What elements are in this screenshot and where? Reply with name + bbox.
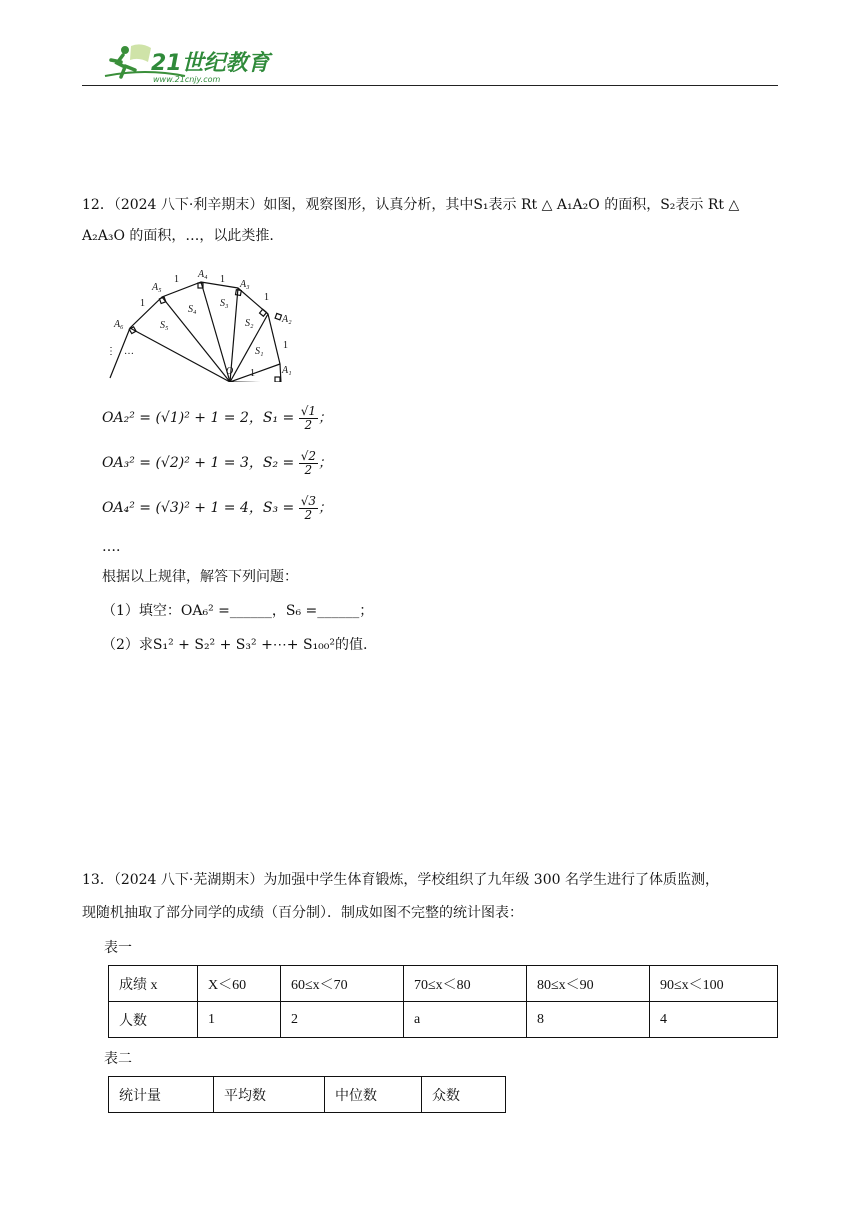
q13-line2: 现随机抽取了部分同学的成绩（百分制）．制成如图不完整的统计图表： [82, 905, 523, 921]
svg-text:A₄: A₄ [198, 269, 208, 280]
table-cell: 众数 [422, 1077, 506, 1113]
svg-text:A₂: A₂ [282, 314, 292, 325]
svg-text:S₅: S₅ [160, 320, 169, 331]
svg-text:1: 1 [174, 274, 179, 285]
table-cell: 80≤x＜90 [527, 966, 650, 1002]
square-root-spiral-figure [100, 262, 300, 382]
svg-text:S₁: S₁ [255, 346, 264, 357]
q12-ellipsis: …. [102, 539, 121, 555]
site-logo [103, 40, 283, 86]
svg-text:⋮: ⋮ [106, 346, 116, 357]
svg-text:S₄: S₄ [188, 304, 197, 315]
table-row [109, 1077, 506, 1113]
q12-equation-1: OA₂² = (√1)² + 1 = 2，S₁ = $\frac{√1}{2}$ ； [102, 403, 333, 432]
statistics-table [108, 1076, 506, 1113]
svg-text:1: 1 [250, 368, 255, 379]
svg-text:1: 1 [264, 292, 269, 303]
q12-part2: （2）求S₁² + S₂² + S₃² +⋯+ S₁₀₀²的值. [102, 637, 368, 653]
table-cell: 8 [527, 1002, 650, 1038]
table-row [109, 1002, 778, 1038]
header-divider [82, 85, 778, 86]
table-cell: X＜60 [198, 966, 281, 1002]
table-cell: 4 [650, 1002, 778, 1038]
table-cell: 90≤x＜100 [650, 966, 778, 1002]
q12-part1: （1）填空：OA₆² =______，S₆ =______； [102, 603, 374, 619]
table-cell: 统计量 [109, 1077, 214, 1113]
svg-text:A₁: A₁ [282, 365, 292, 376]
table-cell: 1 [198, 1002, 281, 1038]
svg-text:S₂: S₂ [245, 318, 254, 329]
svg-text:A₃: A₃ [240, 279, 250, 290]
svg-text:S₃: S₃ [220, 298, 229, 309]
table-cell: 60≤x＜70 [281, 966, 404, 1002]
svg-text:O: O [226, 366, 234, 377]
table2-caption: 表二 [104, 1051, 132, 1067]
table-cell: 成绩 x [109, 966, 198, 1002]
svg-text:21世纪教育: 21世纪教育 [151, 51, 270, 76]
table1-caption: 表一 [104, 940, 132, 956]
table-cell: 平均数 [214, 1077, 325, 1113]
q12-equation-2: OA₃² = (√2)² + 1 = 3，S₂ = $\frac{√2}{2}$ ； [102, 448, 333, 477]
q13-line1: 13．（2024 八下·芜湖期末）为加强中学生体育锻炼，学校组织了九年级 300 名学生进行了体质监测， [82, 872, 719, 888]
q12-instruction: 根据以上规律，解答下列问题： [102, 569, 298, 585]
table-cell: 70≤x＜80 [404, 966, 527, 1002]
score-distribution-table [108, 965, 778, 1038]
svg-text:1: 1 [283, 340, 288, 351]
table-cell: 人数 [109, 1002, 198, 1038]
table-cell: 2 [281, 1002, 404, 1038]
runner-logo-icon [103, 40, 283, 86]
svg-text:A₅: A₅ [152, 282, 162, 293]
q12-equation-3: OA₄² = (√3)² + 1 = 4，S₃ = $\frac{√3}{2}$ ； [102, 493, 333, 522]
svg-text:A₆: A₆ [114, 319, 124, 330]
svg-text:…: … [124, 346, 134, 357]
q12-intro-line2: A₂A₃O 的面积，…，以此类推. [82, 228, 274, 244]
svg-text:www.21cnjy.com: www.21cnjy.com [153, 75, 221, 84]
table-row [109, 966, 778, 1002]
q12-intro-line1: 12．（2024 八下·利辛期末）如图，观察图形，认真分析，其中S₁表示 Rt △ A₁A₂O 的面积，S₂表示 Rt △ [82, 197, 740, 213]
svg-text:1: 1 [140, 298, 145, 309]
svg-text:1: 1 [220, 274, 225, 285]
table-cell: 中位数 [325, 1077, 422, 1113]
table-cell: a [404, 1002, 527, 1038]
